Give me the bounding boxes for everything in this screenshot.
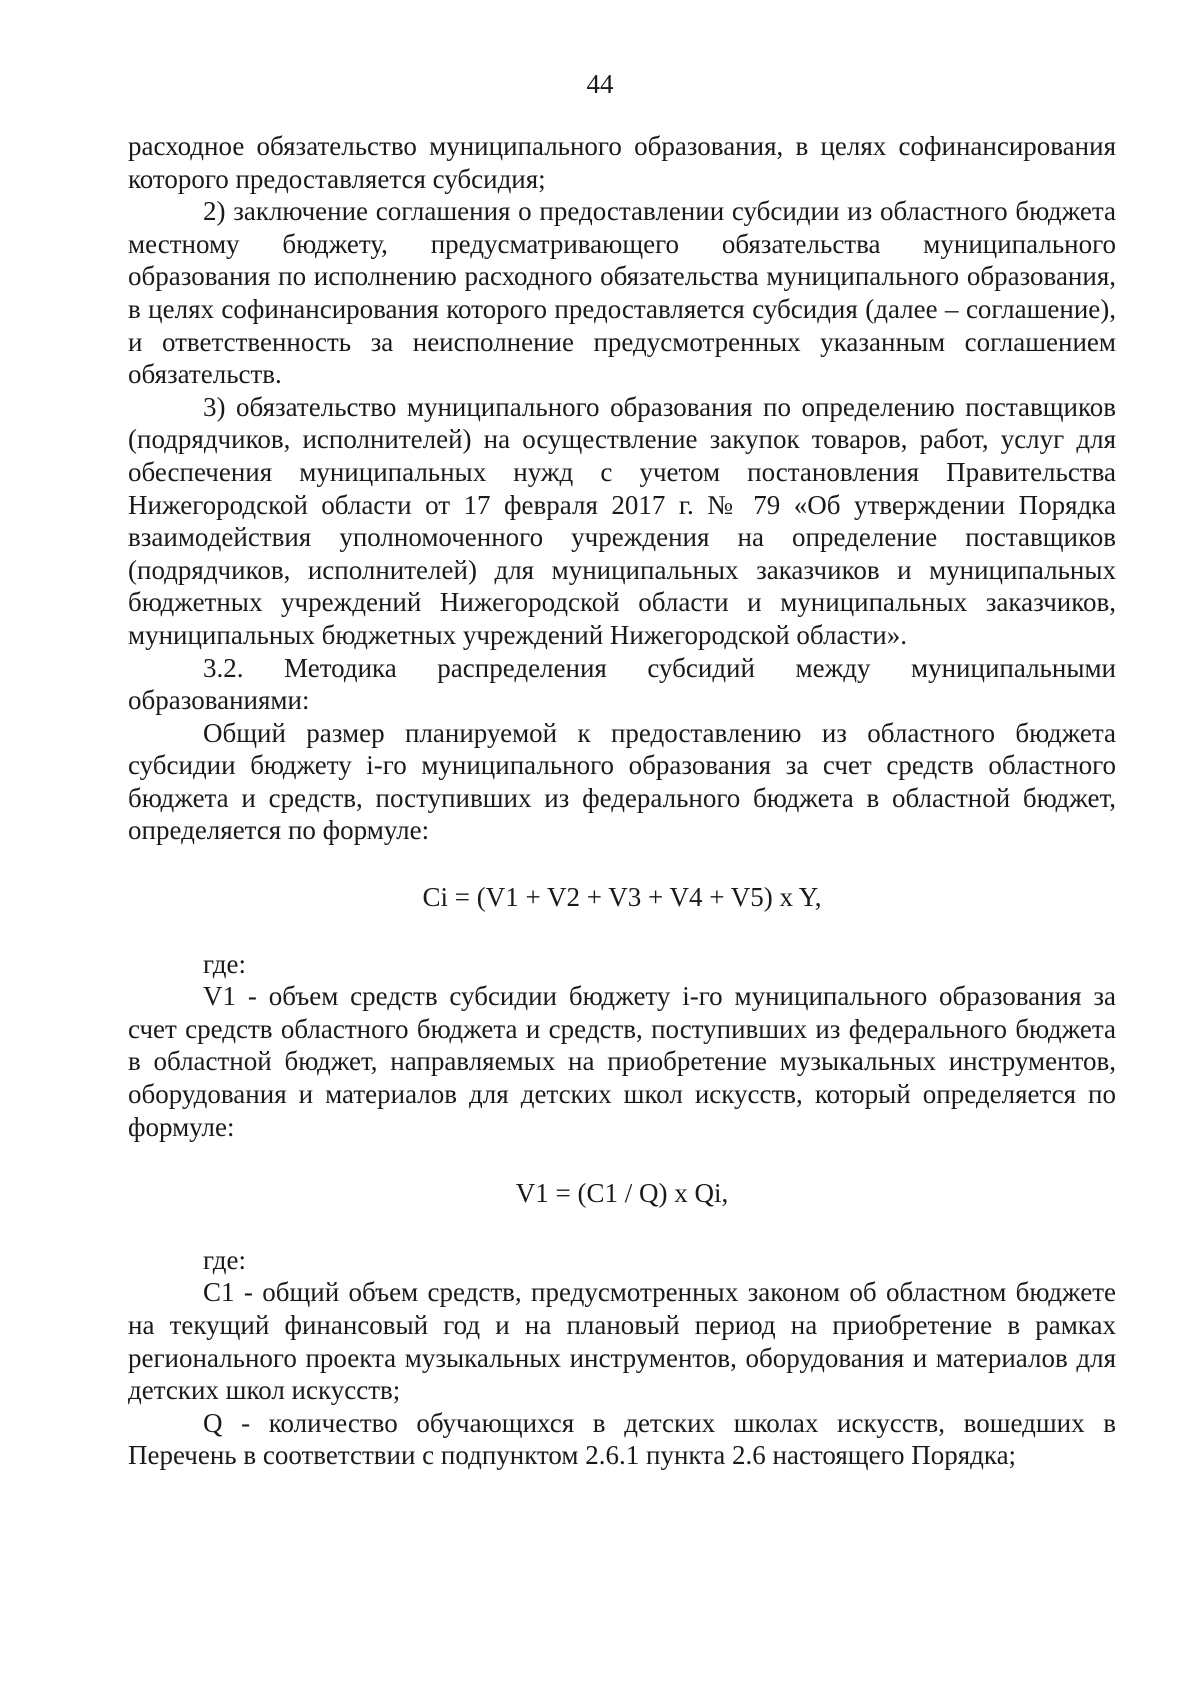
- paragraph-obligation-end: расходное обязательство муниципального образования, в целях софинансирования которого предоставляется субсидия;: [128, 131, 1116, 194]
- paragraph-total-subsidy: Общий размер планируемой к предоставлению из областного бюджета субсидии бюджету i-го муниципального образования за счет средств областного бюджета и средств, поступивших из федерального бюджета в областной бюджет, определяется по формуле:: [128, 717, 1116, 846]
- formula-ci: Ci = (V1 + V2 + V3 + V4 + V5) x Y,: [422, 882, 822, 913]
- paragraph-item-3: 3) обязательство муниципального образования по определению поставщиков (подрядчиков, исполнителей) на осуществление закупок товаров, работ, услуг для обеспечения муниципальных нужд с учетом постановления Правительства Нижегородской области от 17 февраля 2017 г. № 79 «Об утверждении Порядка взаимодействия уполномоченного учреждения на определение поставщиков (подрядчиков, исполнителей) для муниципальных заказчиков и муниципальных бюджетных учреждений Нижегородской области и муниципальных заказчиков, муниципальных бюджетных учреждений Нижегородской области».: [128, 391, 1116, 650]
- paragraph-v1-definition: V1 - объем средств субсидии бюджету i-го муниципального образования за счет средств областного бюджета и средств, поступивших из федерального бюджета в областной бюджет, направляемых на приобретение музыкальных инструментов, оборудования и материалов для детских школ искусств, который определяется по формуле:: [128, 981, 1116, 1142]
- page-number: 44: [586, 69, 614, 99]
- formula-v1: V1 = (C1 / Q) x Qi,: [515, 1178, 729, 1209]
- where-label-1: где:: [203, 948, 246, 979]
- document-body: [128, 130, 1116, 1472]
- paragraph-section-3-2: 3.2. Методика распределения субсидий между муниципальными образованиями:: [128, 652, 1116, 716]
- paragraph-c1-definition: C1 - общий объем средств, предусмотренных законом об областном бюджете на текущий финансовый год и на плановый период на приобретение в рамках регионального проекта музыкальных инструментов, оборудования и материалов для детских школ искусств;: [128, 1277, 1116, 1406]
- where-label-2: где:: [203, 1244, 246, 1275]
- paragraph-q-definition: Q - количество обучающихся в детских школах искусств, вошедших в Перечень в соответствии с подпунктом 2.6.1 пункта 2.6 настоящего Порядка;: [128, 1407, 1116, 1471]
- paragraph-item-2: 2) заключение соглашения о предоставлении субсидии из областного бюджета местному бюджету, предусматривающего обязательства муниципального образования по исполнению расходного обязательства муниципального образования, в целях софинансирования которого предоставляется субсидия (далее – соглашение), и ответственность за неисполнение предусмотренных указанным соглашением обязательств.: [128, 196, 1116, 390]
